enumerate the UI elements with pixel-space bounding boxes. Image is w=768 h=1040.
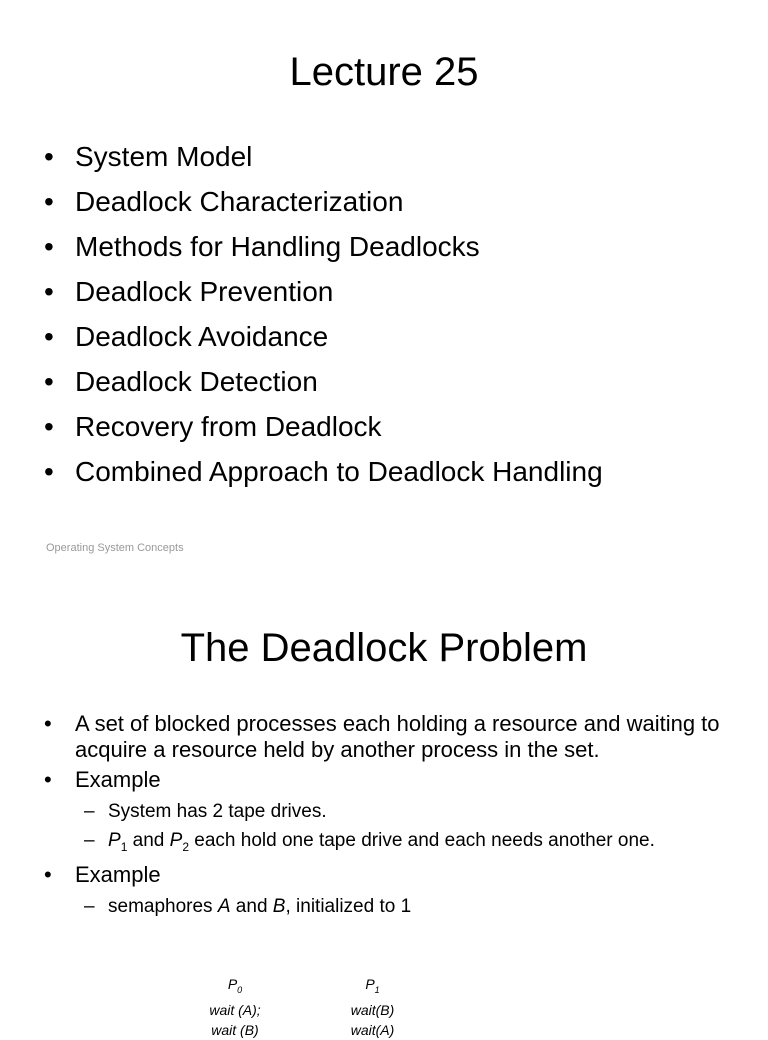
list-item: • Recovery from Deadlock [44, 404, 744, 449]
list-item: • Deadlock Avoidance [44, 314, 744, 359]
list-item: • Deadlock Detection [44, 359, 744, 404]
bullet-icon: • [44, 861, 52, 887]
dash-icon: – [84, 830, 95, 851]
slide-footer: Operating System Concepts [46, 542, 184, 554]
topic-list [44, 134, 744, 494]
list-item: • Example [44, 861, 161, 887]
sub-list-item: – System has 2 tape drives. [44, 797, 734, 826]
list-item: • Combined Approach to Deadlock Handling [44, 449, 744, 494]
bullet-icon: • [44, 321, 54, 352]
content-list [44, 711, 734, 921]
dash-icon: – [84, 895, 95, 917]
bullet-icon: • [44, 711, 52, 736]
sub-list-item: – semaphores A and B, initialized to 1 [44, 892, 734, 921]
slide-deadlock-problem [0, 580, 768, 1038]
list-item: • Deadlock Characterization [44, 179, 744, 224]
bullet-icon: • [44, 276, 54, 307]
code-line: wait(A) [350, 1021, 395, 1038]
list-item: • Methods for Handling Deadlocks [44, 224, 744, 269]
process-label: $P_1$ [365, 976, 380, 995]
sub-list-item: – $P_1$ and $P_2$ each hold one tape drive and each needs another one. [44, 826, 734, 862]
bullet-icon: • [44, 767, 52, 792]
code-line: wait (B) [211, 1021, 259, 1038]
list-item: • System Model [44, 134, 744, 179]
list-item: • Deadlock Prevention [44, 269, 744, 314]
code-line: wait (A); [209, 1001, 261, 1018]
list-item: • Example [44, 767, 161, 792]
list-item: • A set of blocked processes each holding a resource and waiting to acquire a resource held by another process in the set. [44, 711, 720, 762]
process-p0-code [185, 974, 285, 1040]
bullet-icon: • [44, 186, 54, 217]
slide-title: Lecture 25 [289, 50, 479, 94]
bullet-icon: • [44, 231, 54, 262]
bullet-icon: • [44, 456, 54, 487]
slide-title: The Deadlock Problem [180, 626, 588, 670]
code-line: wait(B) [350, 1001, 395, 1018]
bullet-icon: • [44, 411, 54, 442]
bullet-icon: • [44, 366, 54, 397]
bullet-icon: • [44, 141, 54, 172]
process-label: $P_0$ [227, 976, 243, 995]
dash-icon: – [84, 801, 95, 822]
process-p1-code [330, 974, 415, 1040]
